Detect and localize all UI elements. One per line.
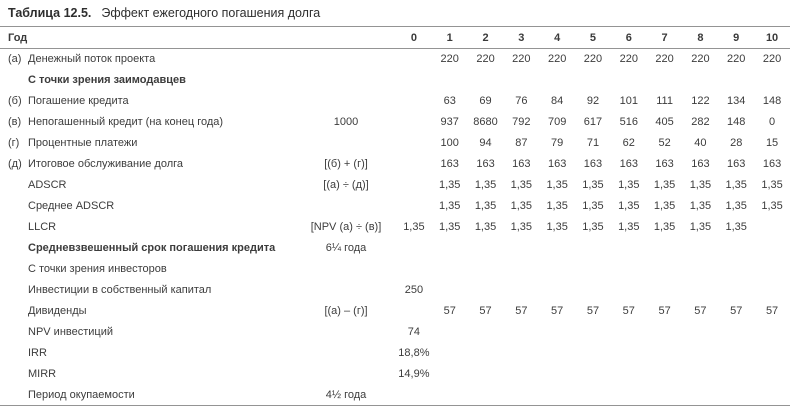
cell-year-8 [683, 238, 719, 259]
cell-year-2: 1,35 [474, 179, 497, 191]
cell-year-0 [396, 70, 432, 91]
cell-year-8: 220 [691, 53, 710, 66]
debt-repayment-table [0, 26, 790, 406]
cell-year-10: 0 [769, 116, 776, 128]
row-key: (д) [8, 158, 22, 170]
year-column-header: Год [0, 27, 296, 49]
row-formula: [(б) + (г)] [324, 158, 368, 170]
year-header-6: 6 [611, 27, 647, 49]
cell-year-8: 1,35 [689, 179, 712, 191]
cell-year-2 [468, 280, 504, 301]
cell-year-10: 1,35 [761, 200, 783, 212]
row-key [0, 343, 28, 364]
year-header-0: 0 [396, 27, 432, 49]
cell-year-0 [396, 259, 432, 280]
cell-year-6: 1,35 [618, 179, 640, 191]
cell-year-4: 1,35 [546, 221, 568, 233]
table-body [0, 49, 790, 406]
cell-year-2: 220 [476, 53, 495, 66]
cell-year-1: 1,35 [439, 179, 461, 191]
cell-year-2 [468, 343, 504, 364]
cell-year-7 [647, 280, 683, 301]
row-label: Дивиденды [28, 305, 87, 317]
table-row [0, 259, 790, 280]
cell-year-2: 94 [479, 137, 492, 149]
cell-year-8 [683, 259, 719, 280]
cell-year-5: 220 [583, 53, 603, 66]
cell-year-7: 220 [655, 53, 674, 66]
cell-year-7 [647, 364, 683, 385]
cell-year-0 [396, 196, 432, 217]
cell-year-4 [539, 385, 575, 406]
cell-year-9 [718, 259, 754, 280]
cell-year-9: 1,35 [725, 200, 747, 212]
cell-year-10: 220 [762, 53, 782, 66]
cell-year-2 [468, 385, 504, 406]
row-key: (г) [8, 137, 20, 149]
table-row [0, 364, 790, 385]
cell-year-7: 52 [658, 137, 671, 149]
cell-year-2: 163 [476, 158, 495, 170]
cell-year-10 [754, 322, 790, 343]
cell-year-0 [396, 238, 432, 259]
year-header-7: 7 [647, 27, 683, 49]
cell-year-0 [396, 91, 432, 112]
year-header-9: 9 [718, 27, 754, 49]
cell-year-8 [683, 364, 719, 385]
cell-year-9: 1,35 [725, 179, 747, 191]
table-row [0, 280, 790, 301]
table-row [0, 175, 790, 196]
cell-year-2 [468, 322, 504, 343]
cell-year-2 [468, 70, 504, 91]
cell-year-9 [718, 238, 754, 259]
cell-year-5: 1,35 [582, 200, 604, 212]
cell-year-2 [468, 238, 504, 259]
cell-year-9: 1,35 [725, 221, 747, 233]
cell-year-5 [575, 385, 611, 406]
cell-year-4 [539, 70, 575, 91]
cell-year-5: 1,35 [582, 221, 604, 233]
cell-year-1 [432, 70, 468, 91]
cell-year-6: 163 [619, 158, 638, 170]
cell-year-3 [503, 280, 539, 301]
cell-year-1 [432, 322, 468, 343]
cell-year-1: 220 [440, 53, 459, 66]
row-formula: [(а) – (г)] [324, 305, 368, 317]
row-label: LLCR [28, 221, 57, 233]
cell-year-0 [396, 133, 432, 154]
cell-year-7 [647, 70, 683, 91]
cell-year-6: 516 [619, 116, 638, 128]
cell-year-1 [432, 343, 468, 364]
cell-year-0: 18,8% [398, 347, 430, 359]
cell-year-5: 57 [586, 305, 600, 317]
cell-year-8: 57 [694, 305, 707, 317]
cell-year-5 [575, 280, 611, 301]
cell-year-9: 220 [727, 53, 746, 66]
cell-year-2: 69 [479, 95, 492, 107]
year-header-5: 5 [575, 27, 611, 49]
table-row [0, 133, 790, 154]
row-key: (а) [8, 53, 22, 66]
row-label: Среднее ADSCR [28, 200, 115, 212]
row-formula [296, 364, 396, 385]
row-key: (в) [8, 116, 22, 128]
row-label: Погашение кредита [28, 95, 129, 107]
table-row [0, 196, 790, 217]
row-formula [296, 259, 396, 280]
cell-year-9: 28 [730, 137, 743, 149]
cell-year-3: 87 [515, 137, 528, 149]
cell-year-1: 1,35 [439, 221, 461, 233]
cell-year-8 [683, 280, 719, 301]
cell-year-4: 57 [551, 305, 564, 317]
cell-year-6 [611, 343, 647, 364]
cell-year-1 [432, 280, 468, 301]
cell-year-8 [683, 385, 719, 406]
cell-year-4 [539, 238, 575, 259]
cell-year-4 [539, 259, 575, 280]
row-formula: 4½ года [325, 388, 367, 401]
cell-year-4: 163 [547, 158, 567, 170]
table-header-row [0, 27, 790, 49]
row-key [0, 322, 28, 343]
cell-year-1: 1,35 [439, 200, 461, 212]
cell-year-8: 1,35 [689, 221, 712, 233]
cell-year-3 [503, 364, 539, 385]
row-key: (б) [8, 95, 22, 107]
cell-year-6: 1,35 [618, 200, 640, 212]
cell-year-1 [432, 385, 468, 406]
cell-year-7 [647, 343, 683, 364]
cell-year-5 [575, 322, 611, 343]
row-label: Итоговое обслуживание долга [28, 158, 184, 170]
table-row [0, 217, 790, 238]
cell-year-5 [575, 70, 611, 91]
row-formula: 6¼ года [325, 242, 367, 254]
cell-year-9 [718, 70, 754, 91]
cell-year-9: 163 [727, 158, 746, 170]
cell-year-10 [754, 364, 790, 385]
cell-year-7: 163 [655, 158, 674, 170]
cell-year-7: 1,35 [653, 179, 676, 191]
cell-year-10: 1,35 [761, 179, 783, 191]
cell-year-1 [432, 238, 468, 259]
cell-year-3 [503, 343, 539, 364]
row-label: MIRR [28, 368, 57, 380]
year-header-4: 4 [539, 27, 575, 49]
year-header-3: 3 [503, 27, 539, 49]
row-formula: [(а) ÷ (д)] [323, 179, 369, 191]
cell-year-0: 250 [404, 284, 424, 296]
cell-year-1: 57 [443, 305, 456, 317]
cell-year-0 [396, 112, 432, 133]
cell-year-10: 148 [762, 95, 782, 107]
cell-year-7 [647, 385, 683, 406]
cell-year-0 [396, 154, 432, 175]
cell-year-4: 1,35 [546, 200, 568, 212]
year-header-1: 1 [432, 27, 468, 49]
cell-year-8: 122 [691, 95, 710, 107]
cell-year-5: 71 [586, 137, 600, 149]
cell-year-7: 57 [658, 305, 671, 317]
cell-year-5: 163 [583, 158, 603, 170]
cell-year-4: 709 [547, 116, 567, 128]
cell-year-1: 937 [440, 116, 459, 128]
row-key [0, 175, 28, 196]
cell-year-5: 617 [583, 116, 603, 128]
row-formula [296, 322, 396, 343]
cell-year-7: 111 [656, 95, 673, 107]
cell-year-7 [647, 322, 683, 343]
cell-year-10: 57 [765, 305, 779, 317]
cell-year-7: 1,35 [653, 200, 676, 212]
cell-year-6 [611, 385, 647, 406]
row-formula [296, 343, 396, 364]
cell-year-7: 405 [655, 116, 674, 128]
cell-year-5 [575, 343, 611, 364]
cell-year-0 [396, 49, 432, 70]
cell-year-8 [683, 343, 719, 364]
cell-year-1: 63 [443, 95, 456, 107]
cell-year-2: 1,35 [474, 200, 497, 212]
cell-year-1: 100 [440, 137, 459, 149]
cell-year-6 [611, 364, 647, 385]
table-row [0, 49, 790, 70]
cell-year-4 [539, 343, 575, 364]
cell-year-4: 220 [547, 53, 567, 66]
row-formula [296, 49, 396, 70]
cell-year-6 [611, 280, 647, 301]
cell-year-6 [611, 70, 647, 91]
cell-year-4: 84 [551, 95, 564, 107]
cell-year-4: 1,35 [546, 179, 568, 191]
row-key [0, 196, 28, 217]
cell-year-7 [647, 238, 683, 259]
cell-year-3: 792 [512, 116, 531, 128]
row-formula [296, 70, 396, 91]
cell-year-0 [396, 301, 432, 322]
cell-year-9 [718, 280, 754, 301]
cell-year-3: 76 [515, 95, 528, 107]
cell-year-5 [575, 259, 611, 280]
cell-year-0: 74 [407, 326, 421, 338]
table-row [0, 385, 790, 406]
cell-year-6: 101 [619, 95, 638, 107]
table-row [0, 343, 790, 364]
row-formula [296, 196, 396, 217]
cell-year-4 [539, 322, 575, 343]
formula-column-header [296, 27, 396, 49]
cell-year-10 [754, 259, 790, 280]
cell-year-2 [468, 364, 504, 385]
cell-year-8: 163 [691, 158, 710, 170]
cell-year-4: 79 [551, 137, 564, 149]
cell-year-10: 15 [765, 137, 779, 149]
cell-year-2: 1,35 [474, 221, 497, 233]
cell-year-8 [683, 70, 719, 91]
cell-year-3 [503, 238, 539, 259]
cell-year-1: 163 [440, 158, 459, 170]
row-label: Инвестиции в собственный капитал [28, 284, 212, 296]
cell-year-10 [754, 385, 790, 406]
cell-year-10 [754, 217, 790, 238]
table-title: Эффект ежегодного погашения долга [101, 6, 321, 20]
cell-year-7 [647, 259, 683, 280]
cell-year-8: 40 [694, 137, 707, 149]
cell-year-2 [468, 259, 504, 280]
cell-year-4 [539, 364, 575, 385]
cell-year-8: 282 [691, 116, 710, 128]
cell-year-6: 1,35 [618, 221, 640, 233]
cell-year-3 [503, 259, 539, 280]
row-formula: [NPV (а) ÷ (в)] [310, 221, 382, 233]
row-key [0, 364, 28, 385]
row-label: IRR [28, 347, 47, 359]
cell-year-5: 1,35 [582, 179, 604, 191]
cell-year-6: 57 [622, 305, 635, 317]
row-label: Средневзвешенный срок погашения кредита [28, 242, 276, 254]
year-header-10: 10 [754, 27, 790, 49]
cell-year-10 [754, 280, 790, 301]
cell-year-5 [575, 364, 611, 385]
row-key [0, 280, 28, 301]
cell-year-3: 57 [515, 305, 528, 317]
table-row [0, 154, 790, 175]
cell-year-10 [754, 343, 790, 364]
row-label: ADSCR [28, 179, 67, 191]
row-label: NPV инвестиций [28, 326, 114, 338]
cell-year-1 [432, 364, 468, 385]
row-label: Процентные платежи [28, 137, 138, 149]
cell-year-6 [611, 322, 647, 343]
row-label: С точки зрения заимодавцев [28, 74, 186, 86]
cell-year-9: 134 [727, 95, 746, 107]
cell-year-3: 1,35 [510, 221, 533, 233]
cell-year-6: 220 [619, 53, 638, 66]
table-row [0, 91, 790, 112]
table-number: Таблица 12.5. [8, 6, 92, 20]
cell-year-0 [396, 175, 432, 196]
table-row [0, 322, 790, 343]
cell-year-5 [575, 238, 611, 259]
row-key [0, 259, 28, 280]
cell-year-9 [718, 343, 754, 364]
row-formula: 1000 [333, 116, 359, 128]
cell-year-2: 8680 [473, 116, 498, 128]
row-formula [296, 133, 396, 154]
row-key [0, 385, 28, 406]
table-caption [0, 0, 790, 26]
table-row [0, 112, 790, 133]
cell-year-8 [683, 322, 719, 343]
cell-year-9 [718, 364, 754, 385]
cell-year-6 [611, 259, 647, 280]
cell-year-3 [503, 322, 539, 343]
cell-year-1 [432, 259, 468, 280]
cell-year-3: 163 [512, 158, 531, 170]
row-key [0, 238, 28, 259]
year-header-2: 2 [468, 27, 504, 49]
row-formula [296, 280, 396, 301]
cell-year-6: 62 [622, 137, 635, 149]
cell-year-9 [718, 322, 754, 343]
cell-year-10 [754, 70, 790, 91]
cell-year-2: 57 [479, 305, 492, 317]
table-row [0, 238, 790, 259]
cell-year-3 [503, 70, 539, 91]
cell-year-9: 57 [730, 305, 743, 317]
cell-year-0: 14,9% [398, 368, 430, 380]
cell-year-5: 92 [586, 95, 600, 107]
cell-year-0: 1,35 [403, 221, 425, 233]
year-header-8: 8 [683, 27, 719, 49]
cell-year-10 [754, 238, 790, 259]
cell-year-0 [396, 385, 432, 406]
row-formula [296, 91, 396, 112]
row-label: С точки зрения инвесторов [28, 263, 167, 275]
cell-year-9: 148 [727, 116, 746, 128]
cell-year-3: 1,35 [510, 179, 533, 191]
cell-year-3: 220 [512, 53, 531, 66]
table-row [0, 301, 790, 322]
row-label: Непогашенный кредит (на конец года) [28, 116, 224, 128]
cell-year-3: 1,35 [510, 200, 533, 212]
cell-year-4 [539, 280, 575, 301]
row-key [0, 217, 28, 238]
table-row [0, 70, 790, 91]
cell-year-6 [611, 238, 647, 259]
cell-year-9 [718, 385, 754, 406]
cell-year-3 [503, 385, 539, 406]
cell-year-7: 1,35 [653, 221, 676, 233]
row-label: Денежный поток проекта [28, 53, 156, 66]
cell-year-8: 1,35 [689, 200, 712, 212]
row-label: Период окупаемости [28, 388, 135, 401]
row-key [0, 301, 28, 322]
cell-year-10: 163 [762, 158, 782, 170]
row-key [0, 70, 28, 91]
